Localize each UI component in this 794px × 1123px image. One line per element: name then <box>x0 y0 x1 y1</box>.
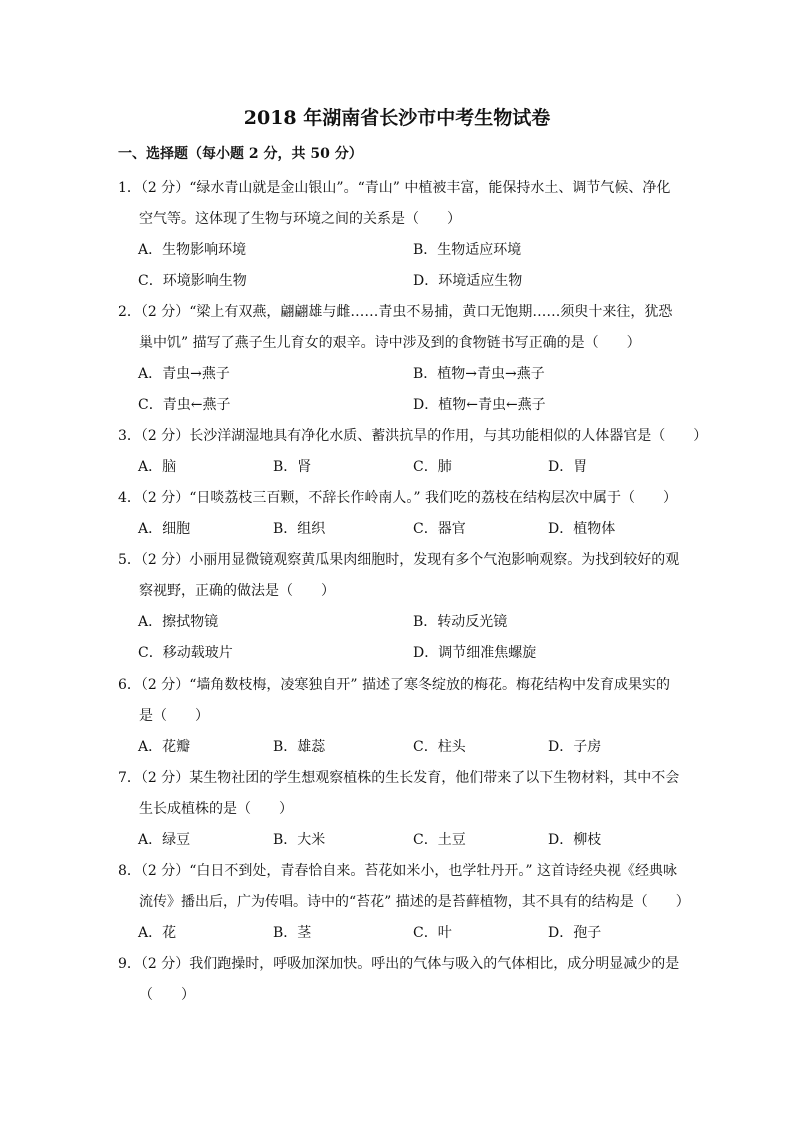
question-3-line-1: 3．（2 分）长沙洋湖湿地具有净化水质、蓄洪抗旱的作用，与其功能相似的人体器官是（ ） <box>118 428 708 444</box>
option-a[interactable]: A．擦拭物镜 <box>138 614 219 630</box>
option-d[interactable]: D．胃 <box>548 459 588 475</box>
option-c[interactable]: C．移动载玻片 <box>138 645 233 661</box>
option-a[interactable]: A．细胞 <box>138 521 191 537</box>
option-d[interactable]: D．调节细准焦螺旋 <box>413 645 537 661</box>
question-2-line-2: 巢中饥” 描写了燕子生儿育女的艰辛。诗中涉及到的食物链书写正确的是（ ） <box>139 335 641 351</box>
question-9-line-1: 9．（2 分）我们跑操时，呼吸加深加快。呼出的气体与吸入的气体相比，成分明显减少的是 <box>118 956 680 972</box>
section-heading: 一、选择题（每小题 2 分，共 50 分） <box>118 146 363 162</box>
question-4 <box>118 483 678 514</box>
option-b[interactable]: B．茎 <box>273 925 312 941</box>
question-6-line-1: 6．（2 分）“墙角数枝梅，凌寒独自开” 描述了寒冬绽放的梅花。梅花结构中发育成果实的 <box>118 677 671 693</box>
question-8-line-2: 流传》播出后，广为传唱。诗中的“苔花” 描述的是苔藓植物，其不具有的结构是（ ） <box>139 894 690 910</box>
question-9 <box>118 949 678 1011</box>
option-b[interactable]: B．植物→青虫→燕子 <box>413 366 545 382</box>
question-7 <box>118 763 678 825</box>
question-2-options <box>138 359 678 421</box>
option-a[interactable]: A．花瓣 <box>138 739 191 755</box>
option-a[interactable]: A．生物影响环境 <box>138 242 247 258</box>
question-5-options <box>138 607 678 669</box>
option-b[interactable]: B．肾 <box>273 459 312 475</box>
option-d[interactable]: D．子房 <box>548 739 602 755</box>
option-c[interactable]: C．叶 <box>413 925 452 941</box>
question-8 <box>118 856 690 918</box>
question-7-options <box>138 825 678 856</box>
option-d[interactable]: D．环境适应生物 <box>413 273 523 289</box>
option-a[interactable]: A．花 <box>138 925 177 941</box>
question-5-line-2: 察视野，正确的做法是（ ） <box>139 583 335 599</box>
option-d[interactable]: D．植物←青虫←燕子 <box>413 397 546 413</box>
question-1-options <box>138 235 678 297</box>
question-1-line-1: 1．（2 分）“绿水青山就是金山银山”。“青山” 中植被丰富，能保持水土、调节气候、净化 <box>118 180 671 196</box>
question-9-line-2: （ ） <box>139 987 195 1003</box>
question-6-options <box>138 732 678 763</box>
option-d[interactable]: D．柳枝 <box>548 832 602 848</box>
question-2-line-1: 2．（2 分）“梁上有双燕，翩翩雄与雌……青虫不易捕，黄口无饱期……须臾十来往，犹恐 <box>118 304 673 320</box>
option-d[interactable]: D．孢子 <box>548 925 602 941</box>
question-1-line-2: 空气等。这体现了生物与环境之间的关系是（ ） <box>139 211 461 227</box>
question-8-options <box>138 918 678 949</box>
option-b[interactable]: B．雄蕊 <box>273 739 326 755</box>
option-a[interactable]: A．青虫→燕子 <box>138 366 230 382</box>
question-7-line-1: 7．（2 分）某生物社团的学生想观察植株的生长发育，他们带来了以下生物材料，其中不会 <box>118 770 680 786</box>
option-a[interactable]: A．绿豆 <box>138 832 191 848</box>
question-3-options <box>138 452 678 483</box>
option-c[interactable]: C．肺 <box>413 459 452 475</box>
question-5 <box>118 545 678 607</box>
option-a[interactable]: A．脑 <box>138 459 177 475</box>
option-c[interactable]: C．环境影响生物 <box>138 273 247 289</box>
option-b[interactable]: B．转动反光镜 <box>413 614 508 630</box>
option-c[interactable]: C．器官 <box>413 521 466 537</box>
option-b[interactable]: B．大米 <box>273 832 326 848</box>
question-4-line-1: 4．（2 分）“日啖荔枝三百颗，不辞长作岭南人。” 我们吃的荔枝在结构层次中属于（ ） <box>118 490 678 506</box>
question-6 <box>118 670 678 732</box>
question-7-line-2: 生长成植株的是（ ） <box>139 801 293 817</box>
question-5-line-1: 5．（2 分）小丽用显微镜观察黄瓜果肉细胞时，发现有多个气泡影响观察。为找到较好的观 <box>118 552 680 568</box>
option-d[interactable]: D．植物体 <box>548 521 616 537</box>
question-4-options <box>138 514 678 545</box>
option-c[interactable]: C．柱头 <box>413 739 466 755</box>
exam-title: 2018 年湖南省长沙市中考生物试卷 <box>243 107 551 129</box>
question-1 <box>118 173 678 235</box>
question-8-line-1: 8．（2 分）“白日不到处，青春恰自来。苔花如米小，也学牡丹开。” 这首诗经央视《经典咏 <box>118 863 678 879</box>
question-3 <box>118 421 708 452</box>
option-b[interactable]: B．组织 <box>273 521 326 537</box>
option-c[interactable]: C．土豆 <box>413 832 466 848</box>
question-6-line-2: 是（ ） <box>139 708 209 724</box>
question-2 <box>118 297 678 359</box>
option-b[interactable]: B．生物适应环境 <box>413 242 522 258</box>
option-c[interactable]: C．青虫←燕子 <box>138 397 231 413</box>
